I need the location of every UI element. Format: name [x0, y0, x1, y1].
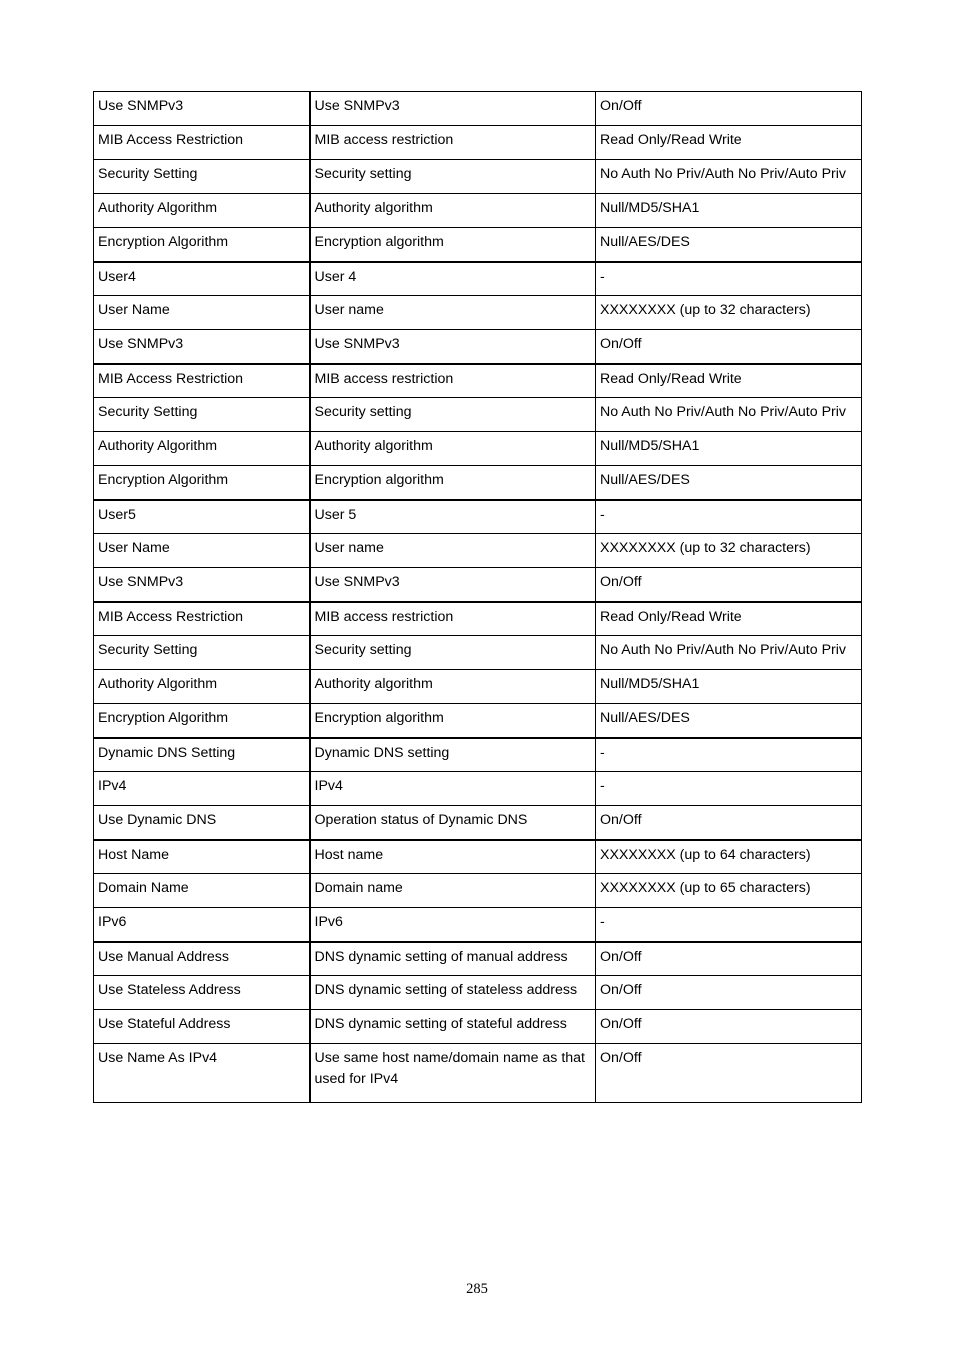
setting-name-cell: Authority Algorithm — [94, 432, 310, 466]
setting-description-cell: User name — [310, 296, 596, 330]
setting-description-cell: Host name — [310, 840, 596, 874]
setting-name-cell: Use Name As IPv4 — [94, 1044, 310, 1103]
setting-description-cell: User 5 — [310, 500, 596, 534]
setting-value-cell: - — [596, 262, 862, 296]
setting-description-cell: Use same host name/domain name as that used for IPv4 — [310, 1044, 596, 1103]
table-row — [94, 670, 862, 704]
setting-name-cell: IPv4 — [94, 772, 310, 806]
setting-value-cell: On/Off — [596, 330, 862, 364]
setting-name-cell: MIB Access Restriction — [94, 126, 310, 160]
setting-name-cell: Domain Name — [94, 874, 310, 908]
setting-name-cell: Encryption Algorithm — [94, 228, 310, 262]
setting-value-cell: No Auth No Priv/Auth No Priv/Auto Priv — [596, 636, 862, 670]
setting-name-cell: Security Setting — [94, 398, 310, 432]
table-row — [94, 976, 862, 1010]
table-row — [94, 942, 862, 976]
settings-table — [93, 91, 862, 1103]
setting-value-cell: - — [596, 500, 862, 534]
setting-value-cell: - — [596, 772, 862, 806]
table-row — [94, 1044, 862, 1103]
setting-description-cell: DNS dynamic setting of manual address — [310, 942, 596, 976]
table-row — [94, 194, 862, 228]
setting-name-cell: Encryption Algorithm — [94, 466, 310, 500]
setting-value-cell: Read Only/Read Write — [596, 364, 862, 398]
setting-value-cell: On/Off — [596, 976, 862, 1010]
table-row — [94, 330, 862, 364]
setting-name-cell: Security Setting — [94, 160, 310, 194]
table-row — [94, 126, 862, 160]
setting-description-cell: Operation status of Dynamic DNS — [310, 806, 596, 840]
setting-name-cell: Use SNMPv3 — [94, 330, 310, 364]
setting-value-cell: XXXXXXXX (up to 32 characters) — [596, 296, 862, 330]
setting-value-cell: Null/MD5/SHA1 — [596, 432, 862, 466]
setting-description-cell: Security setting — [310, 636, 596, 670]
setting-name-cell: Use Dynamic DNS — [94, 806, 310, 840]
setting-description-cell: Encryption algorithm — [310, 228, 596, 262]
setting-description-cell: Use SNMPv3 — [310, 568, 596, 602]
table-row — [94, 840, 862, 874]
setting-description-cell: DNS dynamic setting of stateful address — [310, 1010, 596, 1044]
table-row — [94, 432, 862, 466]
setting-description-cell: MIB access restriction — [310, 602, 596, 636]
setting-description-cell: IPv4 — [310, 772, 596, 806]
setting-value-cell: Null/AES/DES — [596, 228, 862, 262]
setting-name-cell: Use SNMPv3 — [94, 568, 310, 602]
setting-name-cell: MIB Access Restriction — [94, 602, 310, 636]
table-row — [94, 568, 862, 602]
setting-name-cell: MIB Access Restriction — [94, 364, 310, 398]
setting-name-cell: IPv6 — [94, 908, 310, 942]
setting-value-cell: Null/AES/DES — [596, 704, 862, 738]
setting-value-cell: No Auth No Priv/Auth No Priv/Auto Priv — [596, 398, 862, 432]
setting-name-cell: User Name — [94, 534, 310, 568]
table-row — [94, 466, 862, 500]
setting-value-cell: No Auth No Priv/Auth No Priv/Auto Priv — [596, 160, 862, 194]
page-number: 285 — [466, 1281, 488, 1297]
setting-description-cell: User name — [310, 534, 596, 568]
table-row — [94, 704, 862, 738]
setting-name-cell: Security Setting — [94, 636, 310, 670]
setting-value-cell: On/Off — [596, 942, 862, 976]
setting-description-cell: Dynamic DNS setting — [310, 738, 596, 772]
setting-description-cell: Authority algorithm — [310, 670, 596, 704]
setting-name-cell: Authority Algorithm — [94, 194, 310, 228]
table-row — [94, 534, 862, 568]
setting-value-cell: - — [596, 908, 862, 942]
setting-value-cell: XXXXXXXX (up to 32 characters) — [596, 534, 862, 568]
setting-description-cell: Use SNMPv3 — [310, 330, 596, 364]
table-row — [94, 500, 862, 534]
setting-description-cell: User 4 — [310, 262, 596, 296]
table-row — [94, 738, 862, 772]
setting-description-cell: DNS dynamic setting of stateless address — [310, 976, 596, 1010]
table-row — [94, 228, 862, 262]
table-row — [94, 636, 862, 670]
setting-description-cell: Encryption algorithm — [310, 704, 596, 738]
table-row — [94, 296, 862, 330]
setting-description-cell: MIB access restriction — [310, 364, 596, 398]
setting-value-cell: XXXXXXXX (up to 65 characters) — [596, 874, 862, 908]
setting-value-cell: Null/MD5/SHA1 — [596, 194, 862, 228]
setting-description-cell: Authority algorithm — [310, 194, 596, 228]
setting-value-cell: On/Off — [596, 1010, 862, 1044]
setting-name-cell: Authority Algorithm — [94, 670, 310, 704]
table-row — [94, 160, 862, 194]
table-row — [94, 398, 862, 432]
table-row — [94, 602, 862, 636]
table-row — [94, 1010, 862, 1044]
setting-name-cell: User5 — [94, 500, 310, 534]
setting-name-cell: User Name — [94, 296, 310, 330]
setting-name-cell: User4 — [94, 262, 310, 296]
setting-name-cell: Use Stateless Address — [94, 976, 310, 1010]
setting-value-cell: Null/AES/DES — [596, 466, 862, 500]
table-row — [94, 364, 862, 398]
setting-value-cell: Read Only/Read Write — [596, 126, 862, 160]
table-row — [94, 806, 862, 840]
table-row — [94, 874, 862, 908]
setting-value-cell: On/Off — [596, 568, 862, 602]
setting-value-cell: Null/MD5/SHA1 — [596, 670, 862, 704]
table-row — [94, 262, 862, 296]
setting-value-cell: On/Off — [596, 92, 862, 126]
setting-description-cell: Authority algorithm — [310, 432, 596, 466]
setting-value-cell: On/Off — [596, 1044, 862, 1103]
setting-description-cell: Domain name — [310, 874, 596, 908]
settings-table-body — [94, 92, 862, 1103]
setting-value-cell: XXXXXXXX (up to 64 characters) — [596, 840, 862, 874]
setting-name-cell: Encryption Algorithm — [94, 704, 310, 738]
table-row — [94, 92, 862, 126]
table-row — [94, 908, 862, 942]
setting-name-cell: Use Manual Address — [94, 942, 310, 976]
setting-name-cell: Host Name — [94, 840, 310, 874]
setting-description-cell: Security setting — [310, 160, 596, 194]
setting-value-cell: - — [596, 738, 862, 772]
setting-value-cell: On/Off — [596, 806, 862, 840]
setting-value-cell: Read Only/Read Write — [596, 602, 862, 636]
setting-name-cell: Dynamic DNS Setting — [94, 738, 310, 772]
table-row — [94, 772, 862, 806]
setting-description-cell: Use SNMPv3 — [310, 92, 596, 126]
setting-name-cell: Use Stateful Address — [94, 1010, 310, 1044]
setting-description-cell: IPv6 — [310, 908, 596, 942]
setting-description-cell: Security setting — [310, 398, 596, 432]
setting-name-cell: Use SNMPv3 — [94, 92, 310, 126]
setting-description-cell: Encryption algorithm — [310, 466, 596, 500]
setting-description-cell: MIB access restriction — [310, 126, 596, 160]
